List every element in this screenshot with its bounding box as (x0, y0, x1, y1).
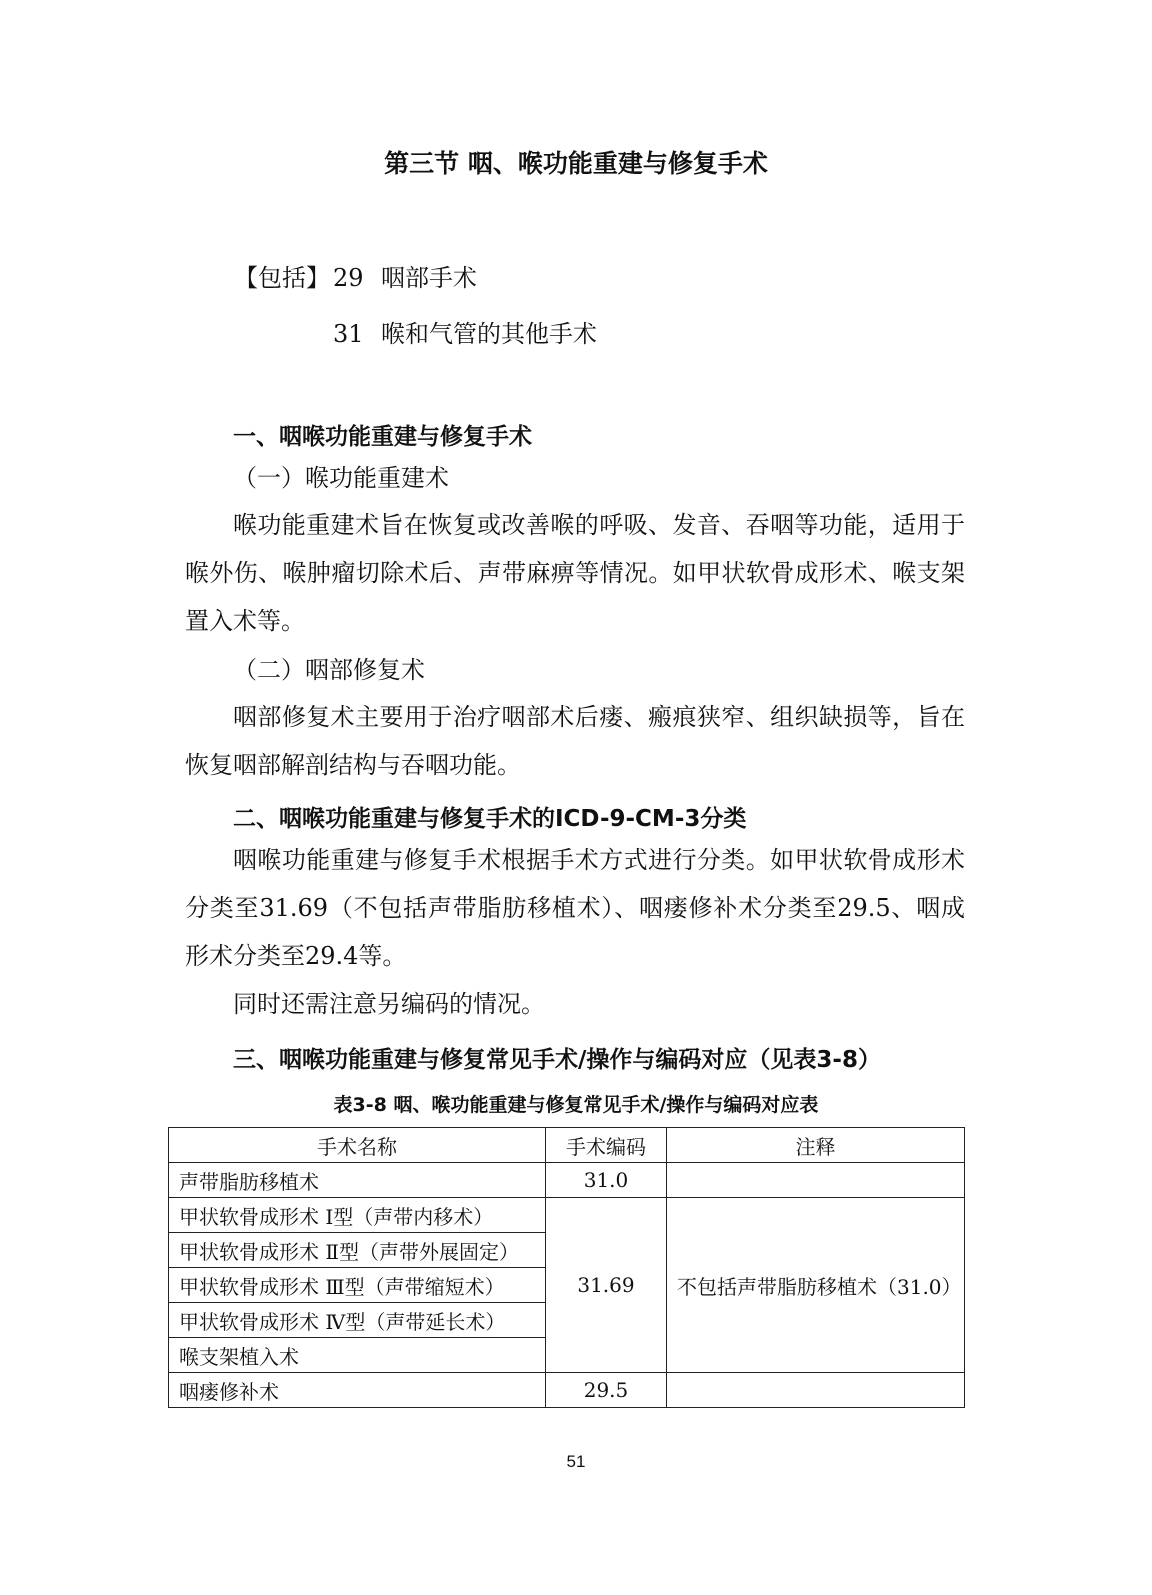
procedure-code: 31.69 (546, 1198, 667, 1373)
header-procedure-name: 手术名称 (169, 1128, 546, 1163)
procedure-name: 咽瘘修补术 (169, 1373, 546, 1408)
table-row (169, 1163, 965, 1198)
procedure-code: 31.0 (546, 1163, 667, 1198)
section2-heading: 二、咽喉功能重建与修复手术的ICD-9-CM-3分类 (233, 806, 747, 832)
section3-heading: 三、咽喉功能重建与修复常见手术/操作与编码对应（见表3-8） (233, 1047, 881, 1073)
procedure-name: 喉支架植入术 (169, 1338, 546, 1373)
section1-subheading-2: （二）咽部修复术 (233, 656, 425, 684)
procedure-name: 甲状软骨成形术 Ⅲ型（声带缩短术） (169, 1268, 546, 1303)
procedure-name: 甲状软骨成形术 Ⅰ型（声带内移术） (169, 1198, 546, 1233)
includes-text-2: 喉和气管的其他手术 (381, 320, 597, 348)
procedure-name: 甲状软骨成形术 Ⅱ型（声带外展固定） (169, 1233, 546, 1268)
page-title: 第三节 咽、喉功能重建与修复手术 (384, 149, 768, 178)
table-row (169, 1373, 965, 1408)
procedure-note (667, 1163, 965, 1198)
section2-paragraph-2: 同时还需注意另编码的情况。 (233, 990, 545, 1018)
procedure-note (667, 1373, 965, 1408)
table-header-row (169, 1128, 965, 1163)
code-table (168, 1127, 965, 1408)
includes-label: 【包括】 (234, 264, 330, 292)
section2-paragraph-1: 咽喉功能重建与修复手术根据手术方式进行分类。如甲状软骨成形术分类至31.69（不包括声带脂肪移植术）、咽瘘修补术分类至29.5、咽成形术分类至29.4等。 (185, 846, 965, 970)
section1-subheading-1: （一）喉功能重建术 (233, 464, 449, 492)
procedure-name: 甲状软骨成形术 Ⅳ型（声带延长术） (169, 1303, 546, 1338)
procedure-name: 声带脂肪移植术 (169, 1163, 546, 1198)
procedure-code: 29.5 (546, 1373, 667, 1408)
includes-text-1: 咽部手术 (381, 264, 477, 292)
page-number: 51 (566, 1452, 586, 1471)
includes-code-2: 31 (333, 320, 364, 348)
table-row (169, 1198, 965, 1233)
includes-code-1: 29 (333, 264, 364, 292)
header-procedure-code: 手术编码 (546, 1128, 667, 1163)
table-caption: 表3-8 咽、喉功能重建与修复常见手术/操作与编码对应表 (333, 1094, 819, 1116)
section1-paragraph-1: 喉功能重建术旨在恢复或改善喉的呼吸、发音、吞咽等功能，适用于喉外伤、喉肿瘤切除术后、声带麻痹等情况。如甲状软骨成形术、喉支架置入术等。 (185, 511, 965, 635)
header-note: 注释 (667, 1128, 965, 1163)
section1-paragraph-2: 咽部修复术主要用于治疗咽部术后瘘、瘢痕狭窄、组织缺损等，旨在恢复咽部解剖结构与吞咽功能。 (185, 703, 965, 779)
section1-heading: 一、咽喉功能重建与修复手术 (233, 424, 532, 450)
procedure-note: 不包括声带脂肪移植术（31.0） (667, 1198, 965, 1373)
